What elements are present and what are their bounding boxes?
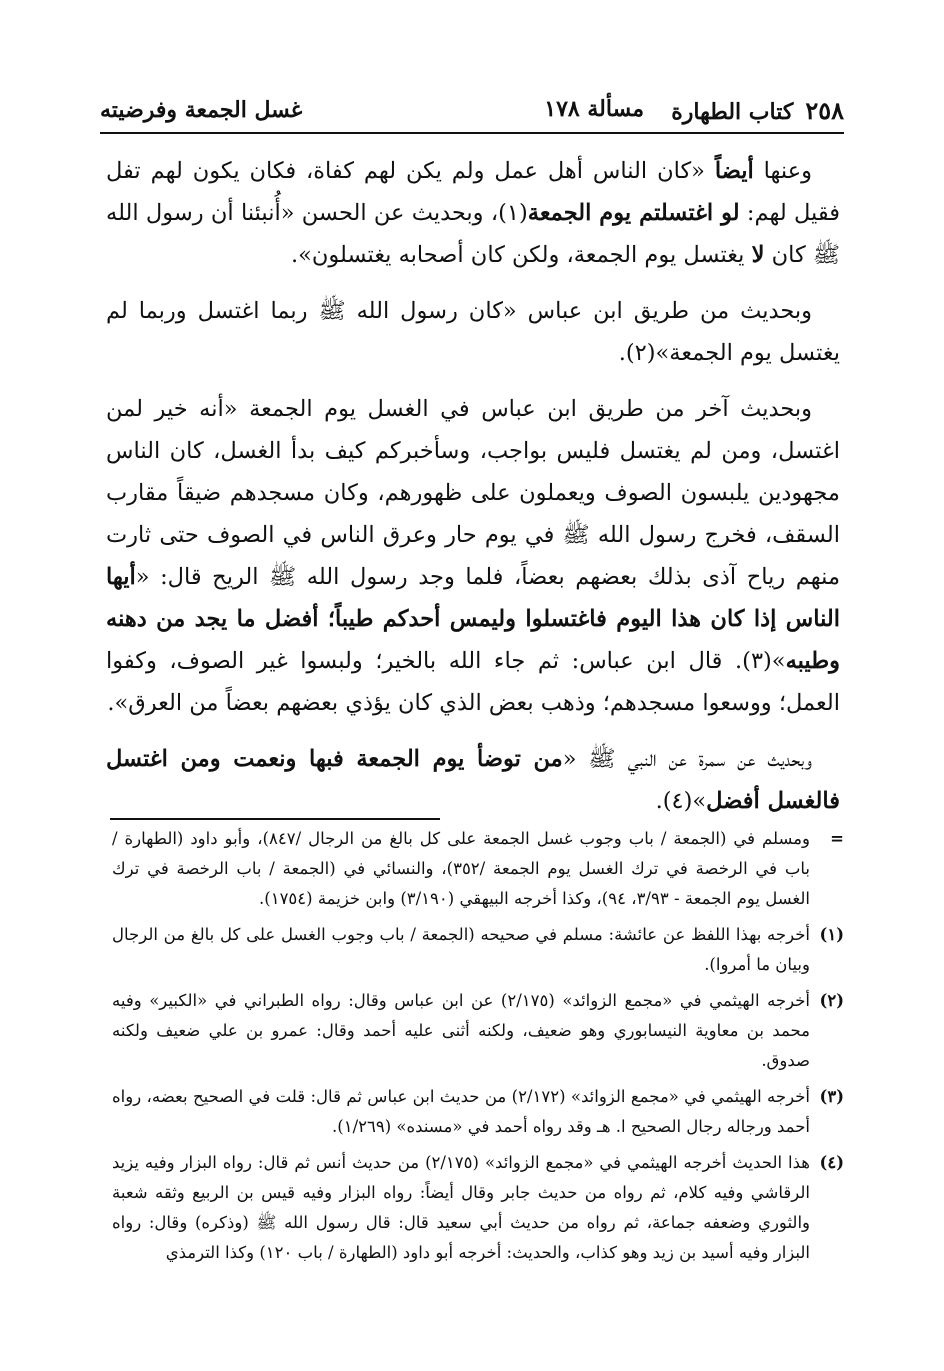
footnote-text: أخرجه بهذا اللفظ عن عائشة: مسلم في صحيحه (الجمعة / باب وجوب الغسل على كل بالغ من الرجال وبيان ما أمروا). xyxy=(112,925,810,974)
footnote-2 xyxy=(112,986,844,1076)
footnote-divider xyxy=(110,818,440,820)
footnote-text: هذا الحديث أخرجه الهيثمي في «مجمع الزوائد» (٢/١٧٥) من حديث أنس ثم قال: رواه البزار وفيه يزيد الرقاشي وفيه كلام، ثم رواه من حديث جابر وقال أيضاً: رواه البزار وفيه قيس بن الربيع وثقه شعبة والثوري وضعفه جماعة، ثم رواه من حديث أبي سعيد قال: قال رسول الله ﷺ (وذكره) وقال: رواه البزار وفيه أسيد بن زيد وهو كذاب، والحديث: أخرجه أبو داود (الطهارة / باب ١٢٠) وكذا الترمذي xyxy=(112,1153,810,1262)
footnote-4 xyxy=(112,1148,844,1268)
footnote-mark: = xyxy=(830,829,844,848)
header-divider xyxy=(100,132,844,134)
paragraph-2: وبحديث من طريق ابن عباس «كان رسول الله ﷺ ربما اغتسل وربما لم يغتسل يوم الجمعة»(٢). xyxy=(106,298,840,366)
footnote-mark: (١) xyxy=(819,925,844,944)
footnote-text: أخرجه الهيثمي في «مجمع الزوائد» (٢/١٧٥) عن ابن عباس وقال: رواه الطبراني في «الكبير» وفيه محمد بن معاوية النيسابوري وهو ضعيف، ولكنه أثنى عليه أحمد وقال: عمرو بن علي ضعيف ولكنه صدوق. xyxy=(112,991,810,1070)
footnote-3 xyxy=(112,1082,844,1142)
footnote-mark: (٢) xyxy=(819,991,844,1010)
footnote-text: أخرجه الهيثمي في «مجمع الزوائد» (٢/١٧٢) من حديث ابن عباس ثم قال: قلت في الصحيح بعضه، رواه أحمد ورجاله رجال الصحيح ا. هـ وقد رواه أحمد في «مسنده» (١/٢٦٩). xyxy=(112,1087,810,1136)
footnote-text: ومسلم في (الجمعة / باب وجوب غسل الجمعة على كل بالغ من الرجال /٨٤٧)، وأبو داود (الطهارة / باب في الرخصة في ترك الغسل يوم الجمعة /٣٥٢)، والنسائي في (الجمعة / باب الرخصة في ترك الغسل يوم الجمعة - ٣/٩٣، ٩٤)، وكذا أخرجه البيهقي (٣/١٩٠) وابن خزيمة (١٧٥٤). xyxy=(112,829,811,908)
running-header xyxy=(100,90,844,130)
page-number: ٢٥٨ xyxy=(805,95,844,125)
paragraph-1: وعنها أيضاً «كان الناس أهل عمل ولم يكن لهم كفاة، فكان يكون لهم تفل فقيل لهم: لو اغتسلتم يوم الجمعة(١)، وبحديث عن الحسن «أُنبئنا أن رسول الله ﷺ كان لا يغتسل يوم الجمعة، ولكن كان أصحابه يغتسلون». xyxy=(106,158,840,268)
section-title: غسل الجمعة وفرضيته xyxy=(100,97,303,123)
footnote-mark: (٣) xyxy=(819,1087,844,1106)
footnotes xyxy=(112,824,844,1274)
book-title: كتاب الطهارة xyxy=(671,98,794,125)
paragraph-3: وبحديث آخر من طريق ابن عباس في الغسل يوم الجمعة «أنه خير لمن اغتسل، ومن لم يغتسل فليس بواجب، وسأخبركم كيف بدأ الغسل، كان الناس مجهودين يلبسون الصوف ويعملون على ظهورهم، وكان مسجدهم ضيقاً مقارب السقف، فخرج رسول الله ﷺ في يوم حار وعرق الناس في الصوف حتى ثارت منهم رياح آذى بذلك بعضهم بعضاً، فلما وجد رسول الله ﷺ الريح قال: «أيها الناس إذا كان هذا اليوم فاغتسلوا وليمس أحدكم طيباً؛ أفضل ما يجد من دهنه وطيبه»(٣). قال ابن عباس: ثم جاء الله بالخير؛ ولبسوا غير الصوف، وكفوا العمل؛ ووسعوا مسجدهم؛ وذهب بعض الذي كان يؤذي بعضهم بعضاً من العرق». xyxy=(106,396,840,716)
footnote-continuation xyxy=(112,824,844,914)
footnote-mark: (٤) xyxy=(819,1153,844,1172)
main-text xyxy=(106,150,840,836)
issue-label: مسألة ١٧٨ xyxy=(544,96,644,122)
footnote-1 xyxy=(112,920,844,980)
header-right xyxy=(671,96,844,125)
paragraph-4: وبحديث عن سمرة عن النبي ﷺ «من توضأ يوم الجمعة فبها ونعمت ومن اغتسل فالغسل أفضل»(٤). xyxy=(106,746,840,814)
